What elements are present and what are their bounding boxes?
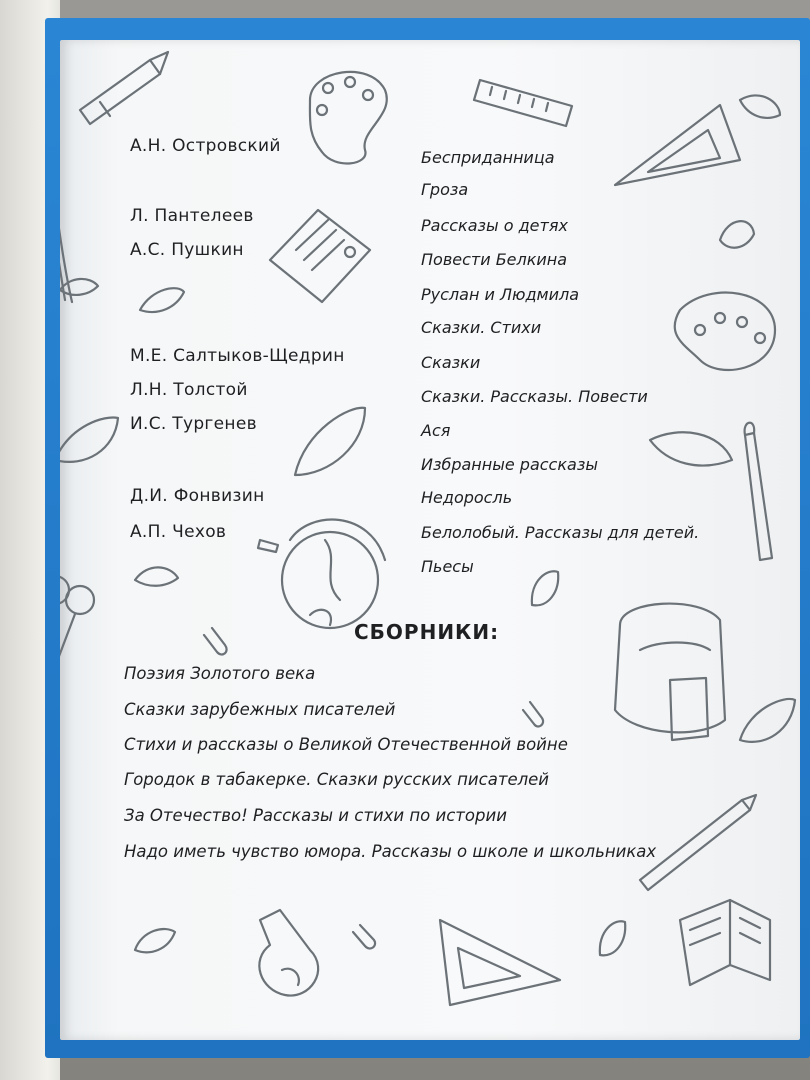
backpack-icon xyxy=(615,604,725,740)
book-title: Рассказы о детях xyxy=(421,216,568,235)
collection-title: Сказки зарубежных писателей xyxy=(124,700,396,719)
globe-icon xyxy=(258,520,385,628)
flask-icon xyxy=(259,910,318,996)
palette-icon xyxy=(310,72,387,164)
collection-title: Поэзия Золотого века xyxy=(124,664,316,683)
book-title: Избранные рассказы xyxy=(421,455,598,474)
collections-heading: СБОРНИКИ: xyxy=(354,620,500,644)
book-title: Сказки. Стихи xyxy=(421,318,542,337)
author-name: Л. Пантелеев xyxy=(130,206,254,226)
author-name: И.С. Тургенев xyxy=(130,414,257,434)
author-name: А.С. Пушкин xyxy=(130,240,244,260)
palette-icon xyxy=(675,293,775,370)
book-title: Сказки. Рассказы. Повести xyxy=(421,387,648,406)
author-name: А.П. Чехов xyxy=(130,522,227,542)
book-title: Руслан и Людмила xyxy=(421,285,580,304)
book-title: Недоросль xyxy=(421,488,513,507)
collection-title: Городок в табакерке. Сказки русских писателей xyxy=(124,770,550,789)
paintbrush-icon xyxy=(60,127,72,302)
author-name: Л.Н. Толстой xyxy=(130,380,248,400)
book-title: Бесприданница xyxy=(421,148,555,167)
book-title: Гроза xyxy=(421,180,469,199)
author-name: М.Е. Салтыков-Щедрин xyxy=(130,346,345,366)
set-square-icon xyxy=(615,105,740,185)
book-title: Ася xyxy=(421,421,451,440)
pencil-icon xyxy=(640,795,756,890)
ruler-icon xyxy=(474,80,572,126)
author-name: А.Н. Островский xyxy=(130,136,281,156)
book-title: Белолобый. Рассказы для детей. xyxy=(421,523,700,542)
paintbrush-icon xyxy=(745,423,772,560)
document-icon xyxy=(270,210,370,302)
book-title: Пьесы xyxy=(421,557,474,576)
crayon-icon xyxy=(80,52,168,124)
book-icon xyxy=(680,900,770,985)
book-title: Повести Белкина xyxy=(421,250,568,269)
set-square-icon xyxy=(440,920,560,1005)
scissors-icon xyxy=(60,576,94,680)
collection-title: Надо иметь чувство юмора. Рассказы о школе и школьниках xyxy=(124,842,657,861)
book-title: Сказки xyxy=(421,353,481,372)
collection-title: За Отечество! Рассказы и стихи по истории xyxy=(124,806,507,825)
collection-title: Стихи и рассказы о Великой Отечественной войне xyxy=(124,735,568,754)
author-name: Д.И. Фонвизин xyxy=(130,486,265,506)
